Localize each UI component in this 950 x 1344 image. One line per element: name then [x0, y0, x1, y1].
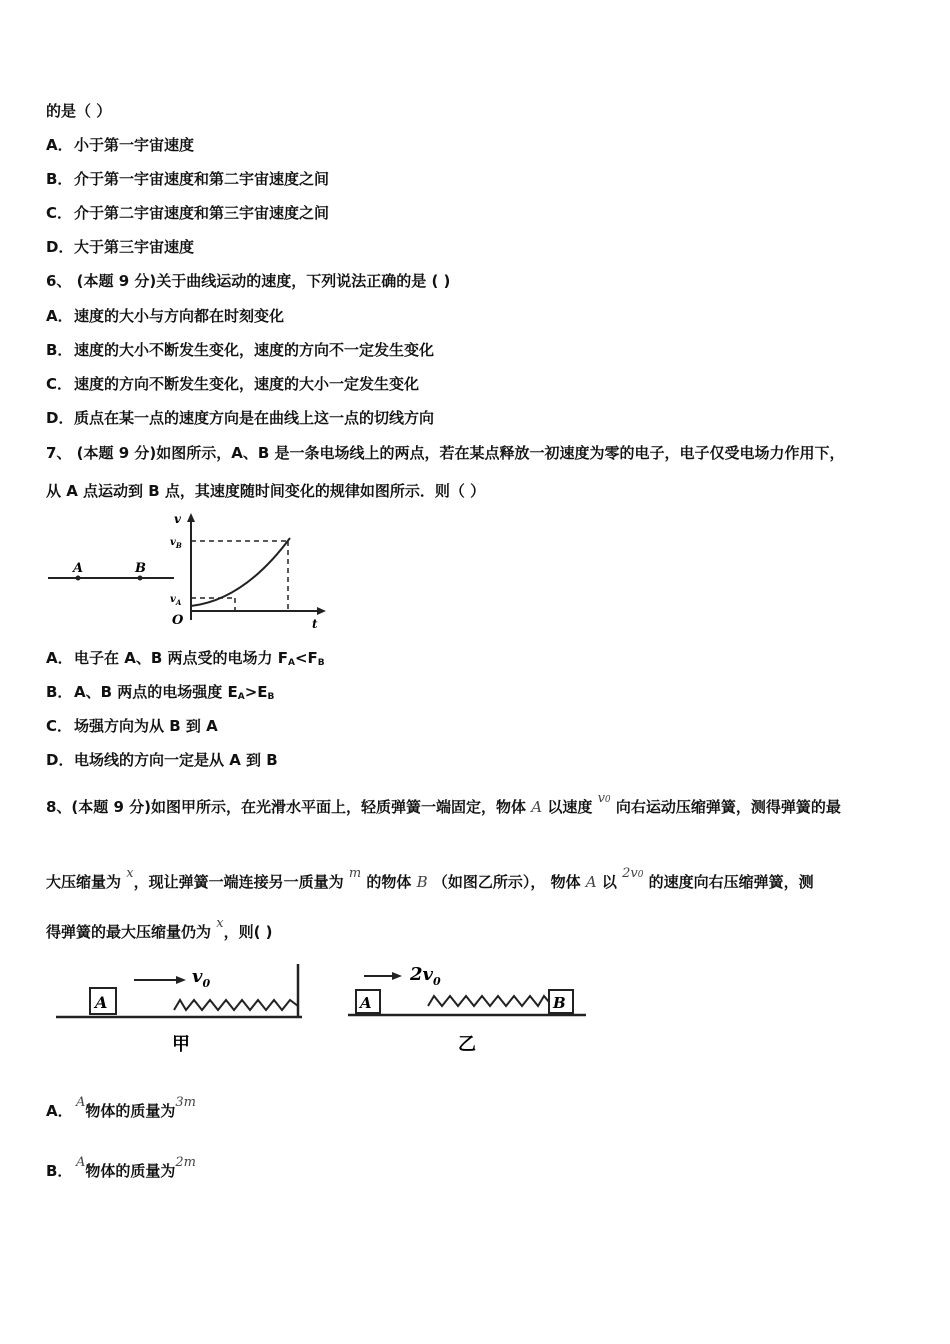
q8-figure-yi [346, 960, 596, 1060]
q8-stem-line3: 得弹簧的最大压缩量仍为 x，则( ) [46, 916, 273, 941]
q5-option-c: C． 介于第二宇宙速度和第三宇宙速度之间 [46, 204, 330, 222]
q7-option-c: C． 场强方向为从 B 到 A [46, 717, 218, 735]
v-axis-label: v [174, 512, 181, 526]
velocity-arrowhead-yi [392, 972, 402, 980]
q6-option-b: B． 速度的大小不断发生变化，速度的方向不一定发生变化 [46, 341, 435, 359]
velocity-label-yi: $2v_0$ [410, 964, 441, 988]
q7-option-b: B． A、B 两点的电场强度 $E_A>E_B$ [46, 683, 275, 702]
two-v0-symbol: 2v0 [622, 866, 644, 881]
point-b-label: B [135, 561, 146, 576]
velocity-curve [191, 538, 290, 606]
q8-figure-jia [54, 960, 314, 1060]
point-a-dot [76, 576, 81, 581]
q7-stem-line1: 7、 (本题 9 分)如图所示，A、B 是一条电场线上的两点，若在某点释放一初速度为零的电子，电子仅受电场力作用下， [46, 444, 845, 462]
q5-option-d: D．大于第三宇宙速度 [46, 238, 195, 256]
caption-yi: 乙 [458, 1034, 476, 1055]
q8-stem-line1: 8、(本题 9 分)如图甲所示，在光滑水平面上，轻质弹簧一端固定，物体 A 以速度 v0 向右运动压缩弹簧，测得弹簧的最 [46, 791, 841, 816]
point-a-label: A [73, 561, 84, 576]
q8-option-a: A． A物体的质量为3m [46, 1095, 197, 1120]
v0-symbol: v0 [597, 791, 611, 806]
q6-option-a: A．速度的大小与方向都在时刻变化 [46, 307, 285, 325]
q5-option-b: B． 介于第一宇宙速度和第二宇宙速度之间 [46, 170, 330, 188]
block-b-yi-label: B [553, 994, 566, 1012]
q5-option-a: A．小于第一宇宙速度 [46, 136, 195, 154]
block-a-yi-label: A [360, 994, 372, 1012]
origin-label: O [172, 613, 184, 628]
block-a-jia-label: A [95, 993, 108, 1012]
q6-option-c: C． 速度的方向不断发生变化，速度的大小一定发生变化 [46, 375, 420, 393]
velocity-label-jia: $v_0$ [192, 966, 211, 990]
q7-stem-line2: 从 A 点运动到 B 点，其速度随时间变化的规律如图所示．则（ ） [46, 482, 486, 500]
q8-option-b: B． A物体的质量为2m [46, 1155, 197, 1180]
q5-stem-tail: 的是（ ） [46, 102, 112, 120]
v-axis-arrow [187, 513, 195, 522]
q7-figure [44, 510, 344, 635]
point-b-dot [138, 576, 143, 581]
caption-jia: 甲 [172, 1034, 190, 1055]
spring-jia [174, 1000, 298, 1010]
q7-option-a: A．电子在 A、B 两点受的电场力 $F_A<F_B$ [46, 649, 325, 668]
q8-stem-line2: 大压缩量为 x，现让弹簧一端连接另一质量为 m 的物体 B （如图乙所示）， 物体 A 以 2v0 的速度向右压缩弹簧，测 [46, 866, 814, 891]
va-tick-label: $v_A$ [170, 594, 182, 607]
q6-option-d: D．质点在某一点的速度方向是在曲线上这一点的切线方向 [46, 409, 435, 427]
spring-yi [428, 996, 549, 1006]
t-axis-arrow [317, 607, 326, 615]
velocity-arrowhead-jia [176, 976, 186, 984]
t-axis-label: t [312, 617, 318, 631]
vb-tick-label: $v_B$ [170, 537, 182, 550]
q6-stem: 6、 (本题 9 分)关于曲线运动的速度，下列说法正确的是 ( ) [46, 272, 451, 290]
q7-option-d: D．电场线的方向一定是从 A 到 B [46, 751, 278, 769]
